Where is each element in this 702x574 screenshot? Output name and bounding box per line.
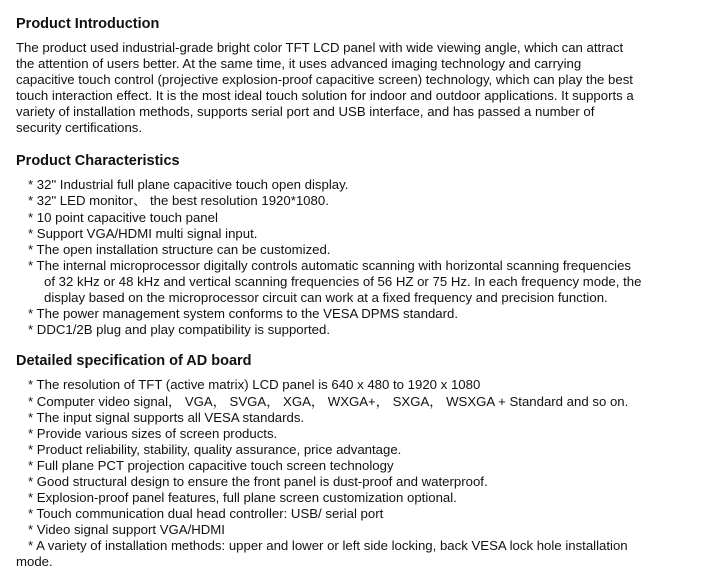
list-item-continuation: of 32 kHz or 48 kHz and vertical scanning frequencies of 56 HZ or 75 Hz. In each frequency mode, the — [44, 274, 642, 289]
list-item: * Video signal support VGA/HDMI — [28, 522, 225, 537]
list-item: * The input signal supports all VESA standards. — [28, 410, 305, 425]
list-item: * DDC1/2B plug and play compatibility is supported. — [28, 322, 331, 337]
list-item: * The power management system conforms to the VESA DPMS standard. — [28, 306, 459, 321]
paragraph-line: touch interaction effect. It is the most ideal touch solution for indoor and outdoor applications. It supports a — [16, 88, 634, 103]
list-item: * 32" Industrial full plane capacitive touch open display. — [28, 177, 349, 192]
paragraph-line: security certifications. — [16, 120, 143, 135]
list-item: * 32" LED monitor、 the best resolution 1920*1080. — [28, 193, 329, 208]
section-heading-characteristics: Product Characteristics — [16, 153, 180, 169]
list-item: * A variety of installation methods: upper and lower or left side locking, back VESA lock hole installation — [28, 538, 628, 553]
list-item-continuation: display based on the microprocessor circuit can work at a fixed frequency and precision function. — [44, 290, 608, 305]
introduction-paragraph — [16, 40, 696, 136]
list-item-continuation: mode. — [16, 554, 53, 569]
list-item: * Provide various sizes of screen products. — [28, 426, 278, 441]
list-item: * Full plane PCT projection capacitive touch screen technology — [28, 458, 394, 473]
list-item: * The resolution of TFT (active matrix) LCD panel is 640 x 480 to 1920 x 1080 — [28, 377, 481, 392]
list-item: * The internal microprocessor digitally controls automatic scanning with horizontal scanning frequencies — [28, 258, 632, 273]
paragraph-line: variety of installation methods, supports serial port and USB interface, and has passed a number of — [16, 104, 595, 119]
list-item: * Good structural design to ensure the front panel is dust-proof and waterproof. — [28, 474, 488, 489]
paragraph-line: capacitive touch control (projective explosion-proof capacitive screen) technology, which can play the best — [16, 72, 633, 87]
section-heading-spec: Detailed specification of AD board — [16, 353, 252, 369]
section-heading-introduction: Product Introduction — [16, 16, 160, 32]
list-item: * Computer video signal， VGA， SVGA， XGA， WXGA+， SXGA， WSXGA + Standard and so on. — [28, 394, 629, 409]
paragraph-line: the attention of users better. At the same time, it uses advanced imaging technology and carrying — [16, 56, 582, 71]
paragraph-line: The product used industrial-grade bright color TFT LCD panel with wide viewing angle, which can attract — [16, 40, 624, 55]
list-item: * Product reliability, stability, quality assurance, price advantage. — [28, 442, 402, 457]
list-item: * The open installation structure can be customized. — [28, 242, 331, 257]
list-item: * Touch communication dual head controller: USB/ serial port — [28, 506, 384, 521]
list-item: * 10 point capacitive touch panel — [28, 210, 218, 225]
list-item: * Support VGA/HDMI multi signal input. — [28, 226, 258, 241]
list-item: * Explosion-proof panel features, full plane screen customization optional. — [28, 490, 457, 505]
